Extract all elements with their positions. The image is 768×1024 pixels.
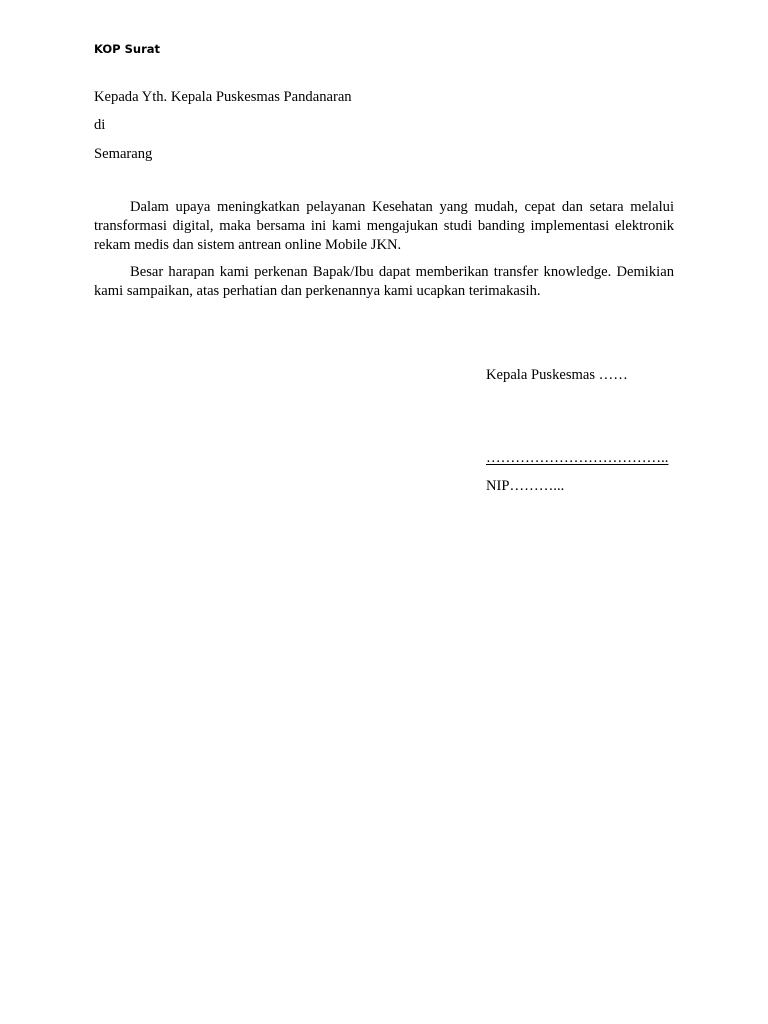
body-paragraph-1: Dalam upaya meningkatkan pelayanan Kesehatan yang mudah, cepat dan setara melalui transformasi digital, maka bersama ini kami mengajukan studi banding implementasi elektronik rekam medis dan sistem antrean online Mobile JKN. (94, 199, 674, 253)
signature-name-placeholder: ……………………………….. (486, 450, 669, 466)
recipient-preposition: di (94, 117, 106, 133)
signature-nip: NIP………... (486, 478, 565, 494)
recipient-line: Kepada Yth. Kepala Puskesmas Pandanaran (94, 89, 352, 105)
recipient-city: Semarang (94, 146, 153, 162)
signature-title: Kepala Puskesmas …… (486, 367, 628, 383)
letterhead: KOP Surat (94, 42, 161, 56)
body-paragraph-2: Besar harapan kami perkenan Bapak/Ibu dapat memberikan transfer knowledge. Demikian kami sampaikan, atas perhatian dan perkenannya kami ucapkan terimakasih. (94, 264, 674, 299)
